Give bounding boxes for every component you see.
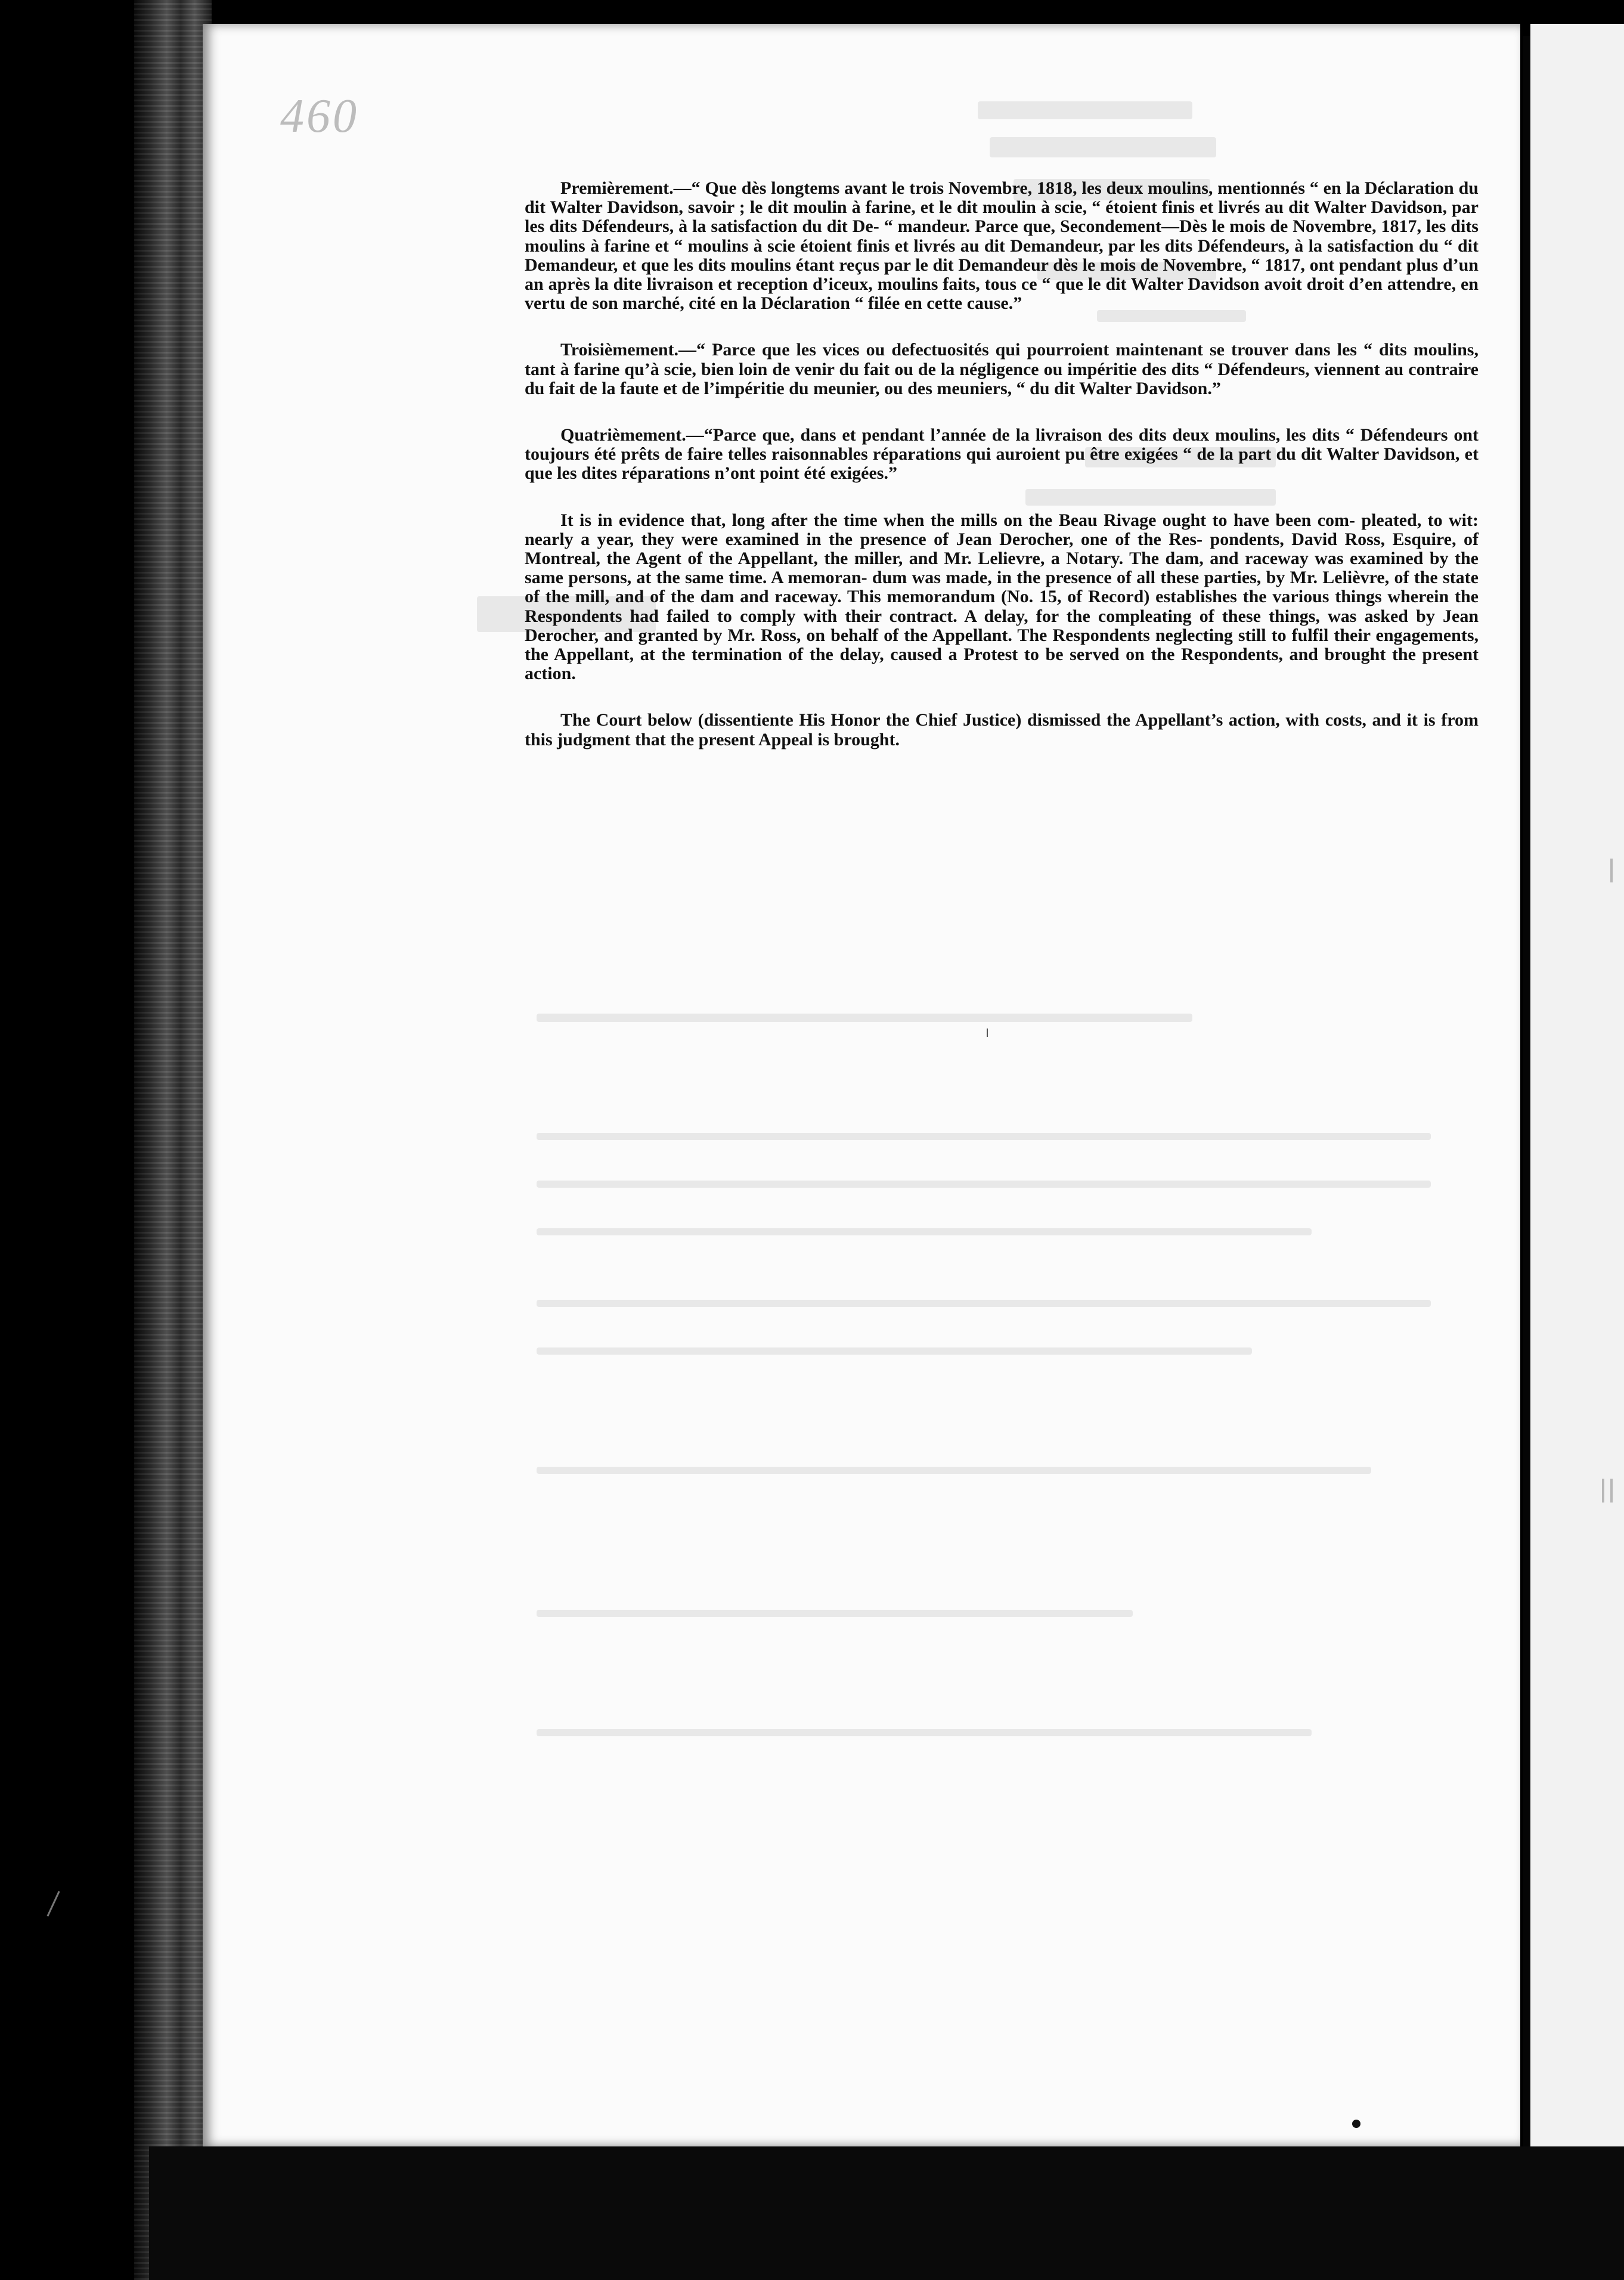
ink-spot	[1352, 2120, 1360, 2128]
paragraph-text: It is in evidence that, long after the time when the mills on the Beau Rivage ought to have been com- pleated, to wit: nearly a year, they were examined in the presence of Jean Derocher, one of the Res- pondents, David Ross, Esquire, of Montreal, the Agent of the Appellant, the miller, and Mr. Lelievre, a Notary. The dam, and raceway was examined by the same persons, at the same time. A memoran- dum was made, in the presence of all these parties, by Mr. Lelièvre, of the state of the mill, and of the dam and raceway. This memorandum (No. 15, of Record) establishes the various things wherein the Respondents had failed to comply with their contract. A delay, for the compleating of these things, was asked by Jean Derocher, and granted by Mr. Ross, on behalf of the Appellant. The Respondents neglecting still to fulfil their engagements, the Appellant, at the termination of the delay, caused a Protest to be served on the Respondents, and brought the present action.	[525, 510, 1479, 684]
paragraph-lead: Troisièmement.	[560, 340, 679, 360]
paragraph-lead: Quatrièmement.	[560, 425, 686, 445]
paragraph-text: —“ Que dès longtems avant le trois Novembre, 1818, les deux moulins, mentionnés “ en la Déclaration du dit Walter Davidson, savoir ; le dit moulin à farine, et le dit moulin à scie, “ étoient finis et livrés au dit Walter Davidson, par les dits Défendeurs, à la satisfaction du dit De- “ mandeur. Parce que, Secondement—Dès le mois de Novembre, 1817, les dits moulins à farine et “ moulins à scie étoient finis et livrés au dit Demandeur, par les dits Défendeurs, à la satisfaction du “ dit Demandeur, et que les dits moulins étant reçus par le dit Demandeur dès le mois de Novembre, “ 1817, ont pendant plus d’un an après la dite livraison et reception d’iceux, moulins faits, tous ce “ que le dit Walter Davidson avoit droit d’en attendre, en vertu de son marché, cité en la Déclaration “ filée en cette cause.”	[525, 178, 1479, 314]
book-binding	[134, 0, 212, 2280]
facing-page-strip	[1530, 24, 1624, 2194]
facing-page-mark	[1602, 1479, 1604, 1503]
paragraph-text: The Court below (dissentiente His Honor the Chief Justice) dismissed the Appellant’s action, with costs, and it is from this judgment that the present Appeal is brought.	[525, 710, 1479, 749]
paragraph-quatriemement	[525, 426, 1479, 484]
facing-page-mark	[1610, 1479, 1613, 1503]
stray-ink-mark	[987, 1029, 988, 1037]
paragraph-lead: Premièrement.	[560, 178, 674, 198]
paragraph-evidence	[525, 511, 1479, 684]
edge-scratch	[47, 1891, 60, 1917]
paragraph-premierement	[525, 179, 1479, 313]
scan-bottom-margin	[149, 2146, 1624, 2280]
paragraph-text: —“Parce que, dans et pendant l’année de la livraison des dits deux moulins, les dits “ Défendeurs ont toujours été prêts de faire telles raisonnables réparations qui auroient pu être exigées “ de la part du dit Walter Davidson, et que les dites réparations n’ont point été exigées.”	[525, 425, 1479, 484]
page-gutter-edge	[1523, 36, 1530, 2188]
facing-page-mark	[1610, 859, 1613, 882]
document-body	[525, 179, 1479, 777]
paragraph-text: —“ Parce que les vices ou defectuosités qui pourroient maintenant se trouver dans les “ dits moulins, tant à farine qu’à scie, bien loin de venir du fait ou de la négligence ou impéritie des dits “ Défendeurs, viennent au contraire du fait de la faute et de l’impéritie du meunier, ou des meuniers, “ du dit Walter Davidson.”	[525, 340, 1479, 398]
page-number: 460	[280, 90, 359, 142]
paragraph-troisiemement	[525, 340, 1479, 398]
paragraph-court-below	[525, 711, 1479, 749]
